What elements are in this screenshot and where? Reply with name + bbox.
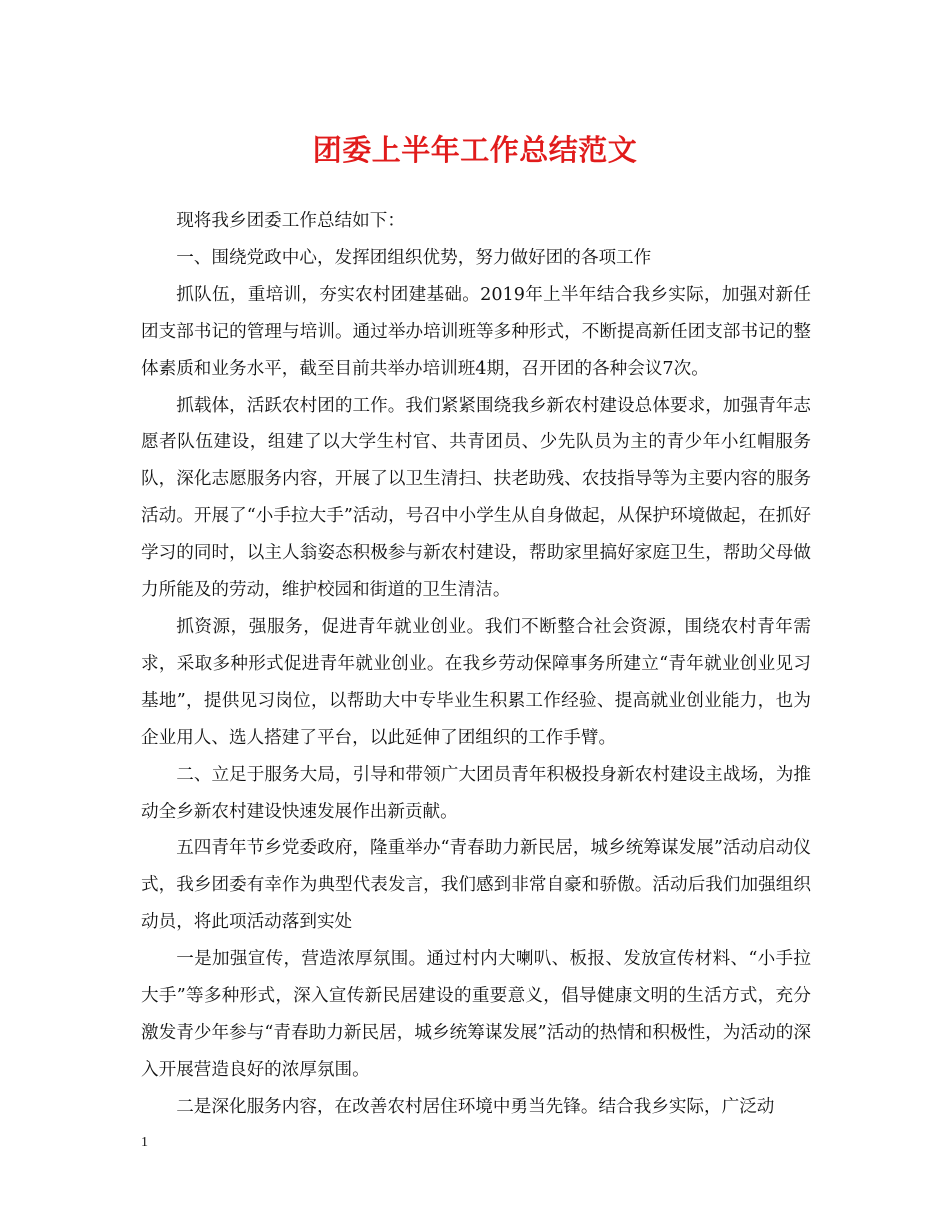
document-body	[141, 203, 811, 1126]
paragraph-activities: 抓载体，活跃农村团的工作。我们紧紧围绕我乡新农村建设总体要求，加强青年志愿者队伍建设，组建了以大学生村官、共青团员、少先队员为主的青少年小红帽服务队，深化志愿服务内容，开展了以卫生清扫、扶老助残、农技指导等为主要内容的服务活动。开展了“小手拉大手”活动，号召中小学生从自身做起，从保护环境做起，在抓好学习的同时，以主人翁姿态积极参与新农村建设，帮助家里搞好家庭卫生，帮助父母做力所能及的劳动，维护校园和街道的卫生清洁。	[141, 395, 811, 601]
page-number: 1	[141, 1135, 148, 1150]
paragraph-team-training: 抓队伍，重培训，夯实农村团建基础。2019年上半年结合我乡实际，加强对新任团支部书记的管理与培训。通过举办培训班等多种形式，不断提高新任团支部书记的整体素质和业务水平，截至目前共举办培训班4期，召开团的各种会议7次。	[141, 284, 811, 379]
paragraph-employment: 抓资源，强服务，促进青年就业创业。我们不断整合社会资源，围绕农村青年需求，采取多种形式促进青年就业创业。在我乡劳动保障事务所建立“青年就业创业见习基地”，提供见习岗位，以帮助大中专毕业生积累工作经验、提高就业创业能力，也为企业用人、选人搭建了平台，以此延伸了团组织的工作手臂。	[141, 616, 811, 748]
paragraph-section-1-heading: 一、围绕党政中心，发挥团组织优势，努力做好团的各项工作	[176, 247, 652, 268]
paragraph-intro: 现将我乡团委工作总结如下：	[176, 211, 405, 231]
paragraph-service: 二是深化服务内容，在改善农村居住环境中勇当先锋。结合我乡实际，广泛动	[176, 1096, 775, 1117]
paragraph-section-2-heading: 二、立足于服务大局，引导和带领广大团员青年积极投身新农村建设主战场，为推动全乡新农村建设快速发展作出新贡献。	[141, 764, 811, 822]
document-title: 团委上半年工作总结范文	[312, 133, 638, 167]
paragraph-youth-day: 五四青年节乡党委政府，隆重举办“青春助力新民居，城乡统筹谋发展”活动启动仪式，我乡团委有幸作为典型代表发言，我们感到非常自豪和骄傲。活动后我们加强组织动员，将此项活动落到实处	[141, 838, 811, 933]
paragraph-publicity: 一是加强宣传，营造浓厚氛围。通过村内大喇叭、板报、发放宣传材料、“小手拉大手”等多种形式，深入宣传新民居建设的重要意义，倡导健康文明的生活方式，充分激发青少年参与“青春助力新民居，城乡统筹谋发展”活动的热情和积极性，为活动的深入开展营造良好的浓厚氛围。	[141, 949, 811, 1080]
